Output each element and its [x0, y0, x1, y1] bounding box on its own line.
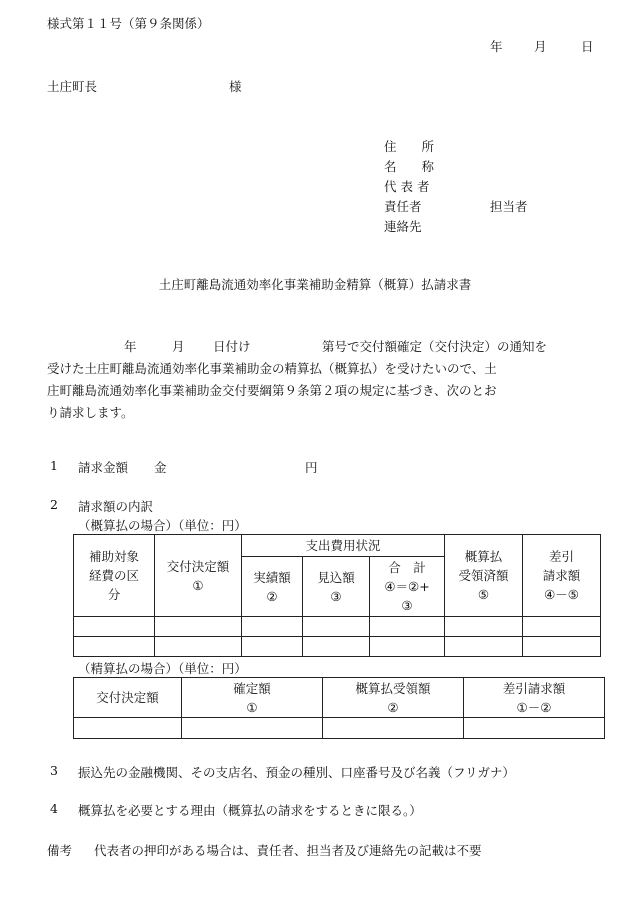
final-payment-table — [73, 677, 605, 739]
advance-payment-table — [73, 534, 601, 657]
item1-label: 請求金額 — [78, 460, 129, 475]
item4-text: 概算払を必要とする理由（概算払の請求をするときに限る。） — [78, 803, 422, 818]
item4-number: 4 — [50, 801, 58, 816]
table-cell[interactable] — [182, 718, 323, 739]
form-number: 様式第１１号（第９条関係） — [47, 16, 210, 31]
item1-number: 1 — [50, 458, 58, 473]
item1-prefix: 金 — [154, 460, 167, 475]
applicant-address-label: 住 所 — [384, 139, 435, 154]
date-day: 日 — [581, 39, 594, 54]
header-expense-status: 支出費用状況 — [242, 535, 445, 557]
date-year: 年 — [490, 39, 503, 54]
header-confirmed-amount: 確定額 ① — [182, 678, 323, 718]
header-decided-amount: 交付決定額 ① — [155, 535, 242, 617]
table2-caption: （精算払の場合）（単位：円） — [78, 661, 247, 676]
table-cell[interactable] — [370, 637, 445, 657]
table-cell[interactable] — [303, 637, 370, 657]
addressee-honorific: 様 — [229, 79, 242, 94]
header-decided-amount: 交付決定額 — [74, 678, 182, 718]
applicant-contact-label: 連絡先 — [384, 219, 422, 234]
body-day: 日付け — [213, 339, 251, 354]
body-month: 月 — [172, 339, 185, 354]
header-actual: 実績額 ② — [242, 557, 303, 617]
item2-number: 2 — [50, 497, 58, 512]
item3-text: 振込先の金融機関、その支店名、預金の種別、口座番号及び名義（フリガナ） — [78, 765, 515, 780]
applicant-name-label: 名 称 — [384, 159, 435, 174]
header-advance-received: 概算払受領額 ② — [323, 678, 464, 718]
table-cell[interactable] — [242, 617, 303, 637]
body-line2: 受けた土庄町離島流通効率化事業補助金の精算払（概算払）を受けたいので、土 — [47, 361, 497, 376]
table-cell[interactable] — [155, 637, 242, 657]
body-line1-rest: 第号で交付額確定（交付決定）の通知を — [322, 339, 548, 354]
body-year: 年 — [124, 339, 137, 354]
remark-text: 代表者の押印がある場合は、責任者、担当者及び連絡先の記載は不要 — [94, 843, 482, 858]
table-row — [74, 637, 601, 657]
table-cell[interactable] — [523, 637, 601, 657]
applicant-responsible-label: 責任者 — [384, 199, 422, 214]
item1-unit: 円 — [305, 460, 318, 475]
header-advance-received: 概算払 受領済額 ⑤ — [445, 535, 523, 617]
header-estimate: 見込額 ③ — [303, 557, 370, 617]
table-cell[interactable] — [370, 617, 445, 637]
table-cell[interactable] — [445, 617, 523, 637]
date-month: 月 — [534, 39, 547, 54]
body-line4: り請求します。 — [47, 405, 134, 420]
table1-caption: （概算払の場合）（単位：円） — [78, 518, 247, 533]
applicant-representative-label: 代 表 者 — [384, 179, 430, 194]
header-total: 合 計 ④＝②+ ③ — [370, 557, 445, 617]
table-cell[interactable] — [323, 718, 464, 739]
table-cell[interactable] — [464, 718, 605, 739]
header-difference: 差引 請求額 ④－⑤ — [523, 535, 601, 617]
item3-number: 3 — [50, 763, 58, 778]
remark-label: 備考 — [47, 843, 73, 858]
addressee-name: 土庄町長 — [47, 79, 98, 94]
table-row — [74, 617, 601, 637]
document-title: 土庄町離島流通効率化事業補助金精算（概算）払請求書 — [158, 277, 472, 292]
table-cell[interactable] — [74, 617, 155, 637]
header-subject: 補助対象 経費の区 分 — [74, 535, 155, 617]
header-difference: 差引請求額 ①－② — [464, 678, 605, 718]
table-cell[interactable] — [74, 637, 155, 657]
table-cell[interactable] — [242, 637, 303, 657]
body-line3: 庄町離島流通効率化事業補助金交付要綱第９条第２項の規定に基づき、次のとお — [47, 383, 497, 398]
table-cell[interactable] — [155, 617, 242, 637]
table-cell[interactable] — [303, 617, 370, 637]
applicant-staff-label: 担当者 — [490, 199, 528, 214]
table-row — [74, 718, 605, 739]
item2-label: 請求額の内訳 — [78, 499, 154, 514]
table-cell[interactable] — [74, 718, 182, 739]
table-cell[interactable] — [445, 637, 523, 657]
table-cell[interactable] — [523, 617, 601, 637]
